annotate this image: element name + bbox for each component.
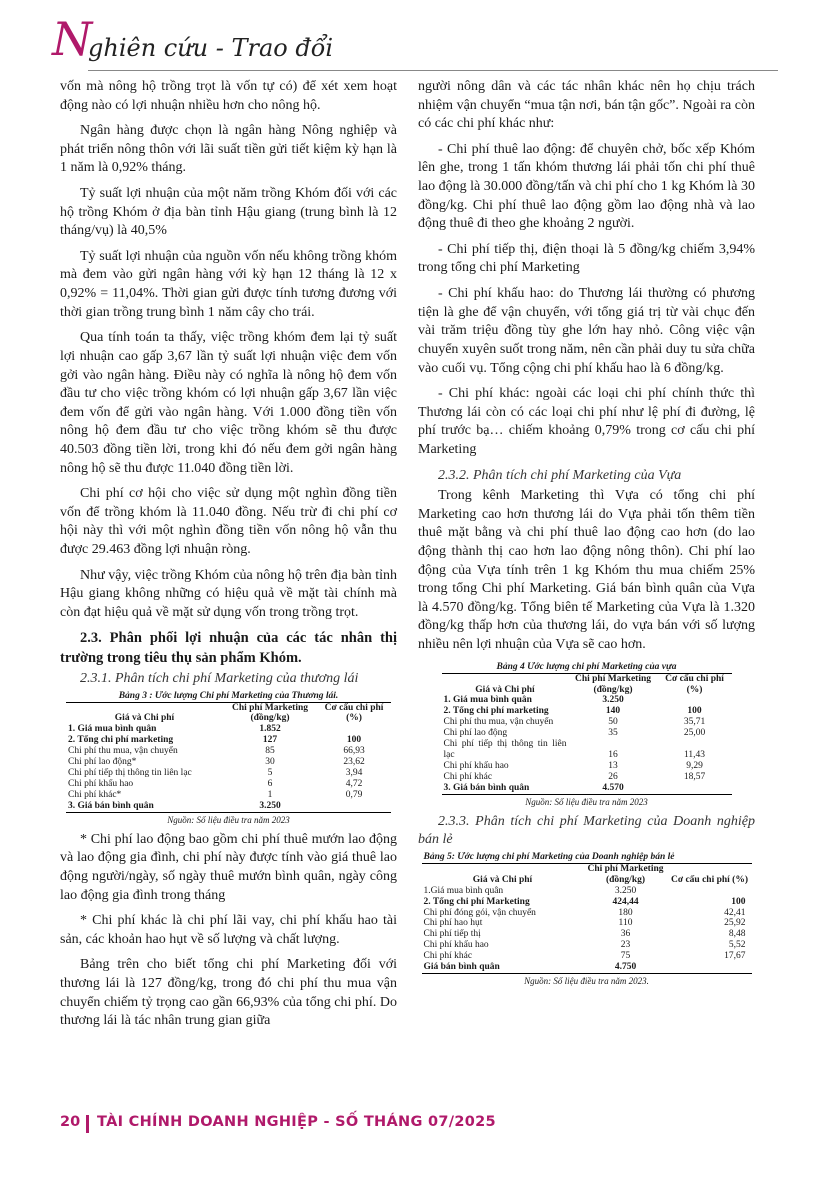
- row-label: Chi phí đóng gói, vận chuyển: [423, 907, 536, 918]
- table-source: Nguồn: Số liệu điều tra năm 2023: [525, 796, 648, 807]
- row-label: Chi phí tiếp thị thông tin liên lạc: [443, 739, 567, 761]
- share-cell: 3,94: [345, 768, 363, 779]
- share-cell: 25,00: [683, 728, 706, 739]
- table-row: [442, 706, 732, 717]
- table-caption: Bảng 5: Ước lượng chi phí Marketing của Doanh nghiệp bán lẻ: [423, 851, 675, 862]
- cost-cell: 1.852: [259, 724, 281, 735]
- cost-cell: 26: [608, 771, 618, 782]
- table-caption: Bảng 3 : Ước lượng Chi phí Marketing của Thương lái.: [118, 690, 339, 701]
- page-number: 20: [60, 1114, 81, 1130]
- table-row: [66, 768, 391, 779]
- cost-cell: 1: [267, 789, 273, 800]
- left-column: [60, 78, 397, 1038]
- cost-cell: 180: [618, 907, 633, 918]
- row-label: Chi phí thu mua, vận chuyển: [68, 746, 178, 757]
- paragraph: Bảng trên cho biết tổng chi phí Marketing đối với thương lái là 127 đồng/kg, trong đó chi phí thu mua vận chuyển chiếm tỷ trọng cao gần 66,93% của tổng chi phí. Do thương lái là tác nhân trung gian giữa: [60, 957, 397, 1029]
- table-row: [442, 783, 732, 794]
- table-row: [422, 897, 752, 908]
- share-cell: 100: [346, 735, 362, 746]
- row-label: 1.Giá mua bình quân: [423, 885, 504, 896]
- row-label: Chi phí hao hụt: [423, 918, 483, 929]
- paragraph: Như vậy, việc trồng Khóm của nông hộ trên địa bàn tỉnh Hậu giang không những có hiệu quả về mặt tài chính mà còn đạt hiệu quả về mặt sử dụng vốn trong trồng trọt.: [60, 567, 397, 620]
- share-cell: [668, 962, 752, 973]
- cost-cell: 6: [267, 779, 273, 789]
- table-row: [422, 929, 752, 940]
- paragraph: Tỷ suất lợi nhuận của nguồn vốn nếu không trồng khóm mà đem vào gửi ngân hàng với kỳ hạn 12 tháng là 12 x 0,92% = 11,04%. Thời gian gửi được tính tương đương với thời gian trồng trung bình 1 năm cây cho trái.: [60, 248, 397, 320]
- share-cell: [317, 801, 391, 812]
- share-cell: [668, 886, 752, 897]
- share-cell: 4,72: [345, 779, 363, 789]
- table-4: [442, 662, 732, 795]
- cost-cell: 4.750: [584, 962, 668, 973]
- share-cell: 9,29: [686, 760, 703, 771]
- right-column: [418, 78, 755, 992]
- paragraph: vốn mà nông hộ trồng trọt là vốn tự có) để xét xem hoạt động nào có lợi nhuận nhiều hơn cho nông hộ.: [60, 79, 397, 113]
- share-cell: 0,79: [345, 789, 363, 800]
- share-cell: 18,57: [683, 771, 706, 782]
- row-label: Chi phí khấu hao: [423, 940, 489, 951]
- table-row: [66, 801, 391, 812]
- paragraph: - Chi phí tiếp thị, điện thoại là 5 đồng/kg chiếm 3,94% trong tổng chi phí Marketing: [418, 241, 755, 276]
- column-header: Giá và Chi phí: [66, 702, 223, 724]
- table-row: [422, 951, 752, 962]
- row-label: Chi phí khấu hao: [443, 760, 509, 771]
- cost-cell: 110: [618, 918, 633, 929]
- table-row: [422, 962, 752, 973]
- table-row: [66, 746, 391, 757]
- column-header: Cơ cấu chi phí (%): [668, 863, 752, 885]
- table-row: [442, 695, 732, 706]
- cost-cell: 75: [620, 951, 631, 962]
- paragraph: * Chi phí lao động bao gồm chi phí thuê mướn lao động và lao động gia đình, chi phí này được tính vào giá thuê lao động người/ngày, số ngày thuê mướn bình quân, ngày công lao động gia đình trong tháng: [60, 831, 397, 903]
- cost-cell: 3.250: [614, 885, 637, 896]
- row-label: 2. Tổng chi phí Marketing: [423, 896, 530, 907]
- table-caption: Bảng 4 Ước lượng chi phí Marketing của vựa: [496, 661, 677, 672]
- share-cell: [658, 783, 732, 794]
- header-rule: [88, 70, 778, 71]
- paragraph: - Chi phí thuê lao động: để chuyên chở, bốc xếp Khóm lên ghe, trong 1 tấn khóm thương lái phải tốn chi phí thuê lao động là 30.000 đồng/tấn và chi phí cho 1 kg Khóm là 30 đồng/kg. Chi phí thuê lao động gồm lao động nhà và lao động thuê đi theo ghe khoảng 2 người.: [418, 141, 755, 232]
- row-label: Chi phí lao động: [443, 728, 508, 739]
- share-cell: 8,48: [728, 929, 746, 940]
- row-label: 1. Giá mua bình quân: [68, 724, 157, 735]
- table-row: [66, 779, 391, 790]
- share-cell: 42,41: [724, 907, 746, 918]
- row-label: 2. Tổng chi phí marketing: [68, 735, 174, 746]
- column-header: Chi phí Marketing (đồng/kg): [223, 702, 317, 724]
- column-header: Chi phí Marketing (đồng/kg): [569, 673, 658, 695]
- row-label: Chi phí khác*: [68, 789, 122, 800]
- row-label: Chi phí khấu hao: [68, 779, 134, 789]
- footer-divider: [86, 1115, 89, 1133]
- share-cell: 5,52: [728, 940, 746, 951]
- table-5: [422, 852, 752, 974]
- share-cell: 100: [687, 706, 702, 717]
- table-row: [66, 724, 391, 735]
- row-label: Chi phí tiếp thị: [423, 929, 481, 940]
- row-label: Chi phí thu mua, vận chuyển: [443, 717, 554, 728]
- row-label: 3. Giá bán bình quân: [66, 801, 223, 812]
- paragraph: Tỷ suất lợi nhuận của một năm trồng Khóm đối với các hộ trồng Khóm ở địa bàn tỉnh Hậu giang (trung bình là 12 tháng/vụ) là 40,5%: [60, 186, 397, 239]
- table-row: [422, 908, 752, 919]
- paragraph: Trong kênh Marketing thì Vựa có tổng chi phí Marketing cao hơn thương lái do Vựa phải tốn thêm tiền thuê mặt bằng và chi phí thuê lao động cao hơn (do lao động thành thị cao hơn lao động nông thôn). Chi phí lao động của Vựa tính trên 1 kg Khóm thu mua chiếm 25% trong tổng Chi phí Marketing. Giá bán bình quân của Vựa là 4.570 đồng/kg. Tổng biên tế Marketing của Vựa là 1.320 đồng/kg thấp hơn của thương lái, do vựa bán với số lượng nhiều nên lợi nhuận của Vựa sẽ cao hơn.: [418, 488, 755, 653]
- cost-cell: 127: [262, 735, 278, 746]
- table-source: Nguồn: Số liệu điều tra năm 2023: [167, 814, 290, 825]
- subsection-heading: 2.3.3. Phân tích chi phí Marketing của Doanh nghiệp bán lẻ: [418, 813, 755, 848]
- cost-cell: 5: [267, 768, 273, 779]
- share-cell: 17,67: [724, 951, 746, 962]
- cost-cell: 140: [605, 706, 621, 717]
- subsection-heading: 2.3.1. Phân tích chi phí Marketing của thương lái: [80, 671, 359, 687]
- cost-cell: 13: [608, 760, 618, 771]
- cost-cell: 424,44: [612, 896, 639, 907]
- header-initial: N: [52, 12, 93, 66]
- row-label: 3. Giá bán bình quân: [442, 783, 569, 794]
- share-cell: 25,92: [724, 918, 746, 929]
- row-label: Chi phí lao động*: [68, 757, 137, 768]
- column-header: Giá và Chi phí: [422, 863, 584, 885]
- share-cell: 35,71: [683, 717, 706, 728]
- table-row: [66, 790, 391, 801]
- paragraph: * Chi phí khác là chi phí lãi vay, chi phí khấu hao tài sản, các khoản hao hụt về số lượng và chất lượng.: [60, 913, 397, 947]
- row-label: Chi phí khác: [423, 951, 473, 962]
- paragraph: Ngân hàng được chọn là ngân hàng Nông nghiệp và phát triển nông thôn với lãi suất tiền gửi tiết kiệm kỳ hạn là 1 năm là 0,92% tháng.: [60, 123, 397, 176]
- table-row: [442, 717, 732, 728]
- row-label: Chi phí tiếp thị thông tin liên lạc: [68, 768, 192, 779]
- paragraph: Chi phí cơ hội cho việc sử dụng một nghìn đồng tiền vốn để trồng khóm là 11.040 đồng. Nếu trừ đi chi phí cơ hội này thì với một nghìn đồng tiền vốn nông hộ vẫn thu được 29.463 đồng lợi nhuận ròng.: [60, 486, 397, 558]
- paragraph: - Chi phí khấu hao: do Thương lái thường có phương tiện là ghe để vận chuyển, với tổng giá trị từ vài chục đến vài trăm triệu đồng tùy ghe lớn hay nhỏ. Công việc vận chuyển xuyên suốt trong năm, nên cần phải duy tu sửa chữa vào cuối vụ. Tổng cộng chi phí khấu hao là 6 đồng/kg.: [418, 286, 755, 376]
- share-cell: 11,43: [683, 750, 706, 761]
- row-label: 2. Tổng chi phí marketing: [443, 706, 549, 717]
- column-header: Cơ cấu chi phí (%): [658, 673, 732, 695]
- share-cell: 100: [731, 896, 746, 907]
- column-header: Chi phí Marketing (đồng/kg): [584, 863, 668, 885]
- table-row: [422, 940, 752, 951]
- section-heading: 2.3. Phân phối lợi nhuận của các tác nhân thị trường trong tiêu thụ sản phẩm Khóm.: [60, 630, 397, 666]
- table-row: [422, 918, 752, 929]
- column-header: Cơ cấu chi phí (%): [317, 702, 391, 724]
- subsection-heading: 2.3.2. Phân tích chi phí Marketing của Vựa: [438, 467, 682, 483]
- page-footer: [60, 1114, 760, 1136]
- paragraph: người nông dân và các tác nhân khác nên họ chịu trách nhiệm vận chuyển “mua tận nơi, bán tận gốc”. Ngoài ra còn có các chi phí khác như:: [418, 79, 755, 132]
- cost-cell: 35: [608, 728, 618, 739]
- magazine-name: TÀI CHÍNH DOANH NGHIỆP - SỐ THÁNG 07/2025: [97, 1114, 496, 1130]
- cost-cell: 16: [608, 750, 618, 761]
- share-cell: [658, 695, 732, 706]
- cost-cell: 23: [620, 940, 631, 951]
- share-cell: 66,93: [343, 746, 365, 757]
- table-row: [442, 772, 732, 783]
- paragraph: - Chi phí khác: ngoài các loại chi phí chính thức thì Thương lái còn có các loại chi phí như lệ phí đi đường, lệ phí trước bạ… chiếm khoảng 0,79% trong cơ cấu chi phí Marketing: [418, 386, 755, 457]
- cost-cell: 3.250: [602, 695, 624, 706]
- cost-cell: 30: [265, 757, 275, 768]
- table-row: [442, 728, 732, 739]
- table-row: [442, 761, 732, 772]
- row-label: Giá bán bình quân: [422, 962, 584, 973]
- cost-cell: 3.250: [223, 801, 317, 812]
- table-source: Nguồn: Số liệu điều tra năm 2023.: [524, 976, 649, 987]
- paragraph: Qua tính toán ta thấy, việc trồng khóm đem lại tỷ suất lợi nhuận cao gấp 3,67 lần tỷ suất lợi nhuận việc đem vốn gởi vào ngân hàng. Điều này có nghĩa là nông hộ đem vốn đầu tư cho việc trồng khóm có lợi nhuận gấp 3,67 lần việc đem vốn để gửi vào ngân hàng. Với 1.000 đồng tiền vốn nông hộ đem đầu tư cho việc trồng khóm sẽ thu được 40.503 đồng tiền lời, trong khi đó nếu đem gởi ngân hàng nông hộ sẽ thu được 11.040 đồng tiền lời.: [60, 330, 397, 476]
- page-header: [52, 12, 772, 68]
- table-row: [442, 739, 732, 761]
- table-row: [66, 757, 391, 768]
- table-row: [422, 886, 752, 897]
- cost-cell: 36: [620, 929, 631, 940]
- share-cell: 23,62: [343, 757, 365, 768]
- cost-cell: 4.570: [569, 783, 658, 794]
- header-title: ghiên cứu - Trao đổi: [88, 34, 334, 62]
- row-label: Chi phí khác: [443, 771, 493, 782]
- row-label: 1. Giá mua bình quân: [443, 695, 532, 706]
- cost-cell: 85: [265, 746, 275, 757]
- column-header: Giá và Chi phí: [442, 673, 569, 695]
- share-cell: [317, 724, 391, 735]
- table-row: [66, 735, 391, 746]
- cost-cell: 50: [608, 717, 618, 728]
- table-3: [66, 691, 391, 813]
